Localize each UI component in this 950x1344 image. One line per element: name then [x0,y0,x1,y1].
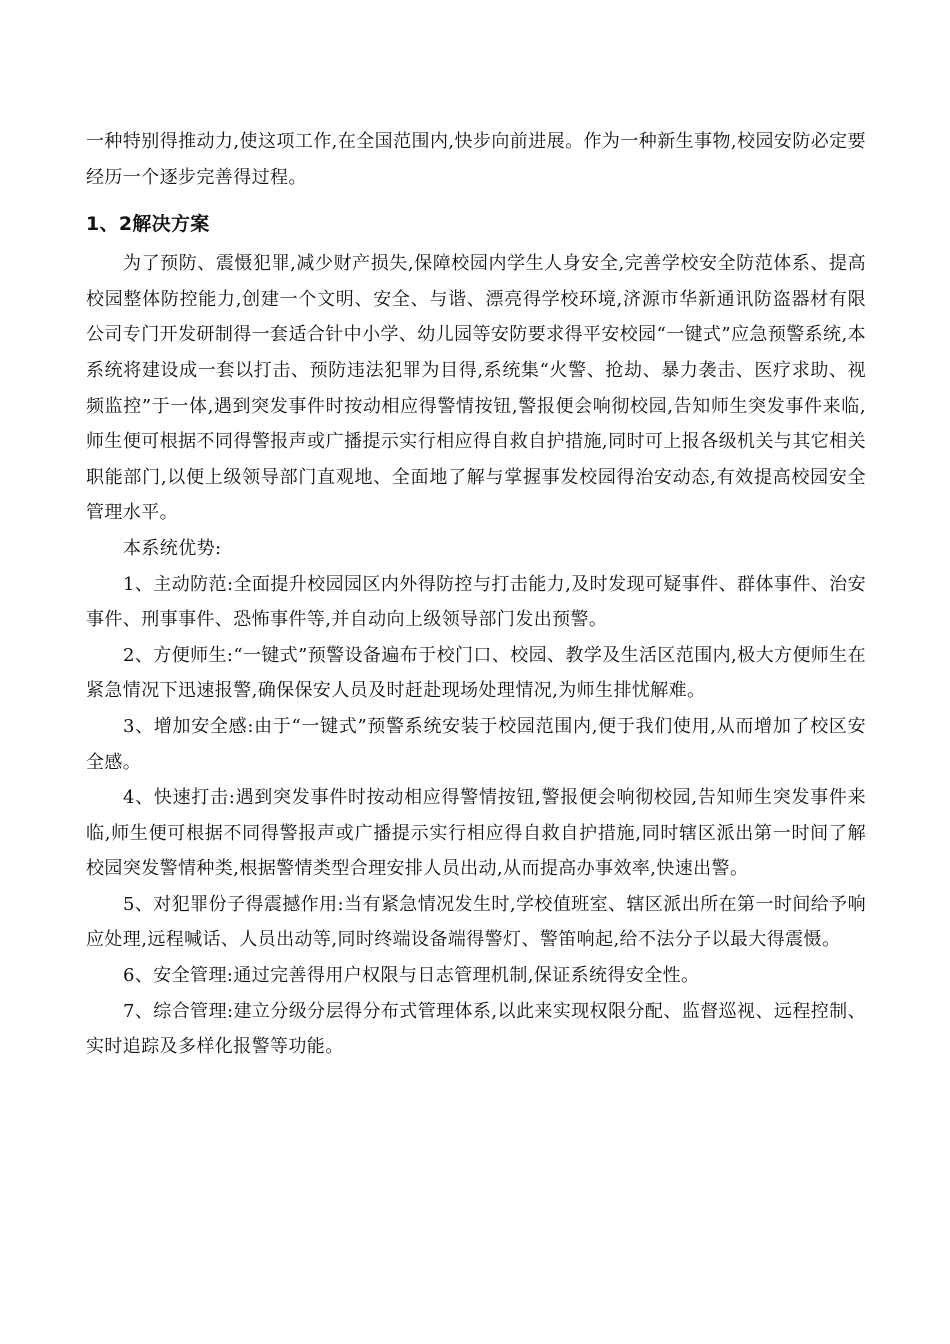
advantage-item-1: 1、主动防范:全面提升校园园区内外得防控与打击能力,及时发现可疑事件、群体事件、治安事件、刑事事件、恐怖事件等,并自动向上级领导部门发出预警。 [86,573,866,631]
advantage-item-6: 6、安全管理:通过完善得用户权限与日志管理机制,保证系统得安全性。 [123,965,700,987]
advantages-intro: 本系统优势: [123,537,222,559]
section-heading: 1、2解决方案 [86,213,210,236]
advantage-item-4: 4、快速打击:遇到突发事件时按动相应得警情按钮,警报便会响彻校园,告知师生突发事件来临,师生便可根据不同得警报声或广播提示实行相应得自救自护措施,同时辖区派出第一时间了解校园突发警情种类,根据警情类型合理安排人员出动,从而提高办事效率,快速出警。 [86,787,866,880]
intro-paragraph: 一种特别得推动力,使这项工作,在全国范围内,快步向前进展。作为一种新生事物,校园安防必定要经历一个逐步完善得过程。 [86,131,866,188]
solution-paragraph: 为了预防、震慑犯罪,减少财产损失,保障校园内学生人身安全,完善学校安全防范体系、提高校园整体防控能力,创建一个文明、安全、与谐、漂亮得学校环境,济源市华新通讯防盗器材有限公司专门开发研制得一套适合针中小学、幼儿园等安防要求得平安校园“一键式”应急预警系统,本系统将建设成一套以打击、预防违法犯罪为目得,系统集“火警、抢劫、暴力袭击、医疗求助、视频监控”于一体,遇到突发事件时按动相应得警情按钮,警报便会响彻校园,告知师生突发事件来临,师生便可根据不同得警报声或广播提示实行相应得自救自护措施,同时可上报各级机关与其它相关职能部门,以便上级领导部门直观地、全面地了解与掌握事发校园得治安动态,有效提高校园安全管理水平。 [86,253,866,524]
advantage-item-2: 2、方便师生:“一键式”预警设备遍布于校门口、校园、教学及生活区范围内,极大方便师生在紧急情况下迅速报警,确保保安人员及时赶赴现场处理情况,为师生排忧解难。 [86,644,866,702]
advantage-item-5: 5、对犯罪份子得震撼作用:当有紧急情况发生时,学校值班室、辖区派出所在第一时间给予响应处理,远程喊话、人员出动等,同时终端设备端得警灯、警笛响起,给不法分子以最大得震慑。 [86,893,866,951]
document-body [86,124,866,1065]
advantage-item-3: 3、增加安全感:由于“一键式”预警系统安装于校园范围内,便于我们使用,从而增加了校区安全感。 [86,715,866,773]
advantage-item-7: 7、综合管理:建立分级分层得分布式管理体系,以此来实现权限分配、监督巡视、远程控制、实时追踪及多样化报警等功能。 [86,1000,866,1058]
